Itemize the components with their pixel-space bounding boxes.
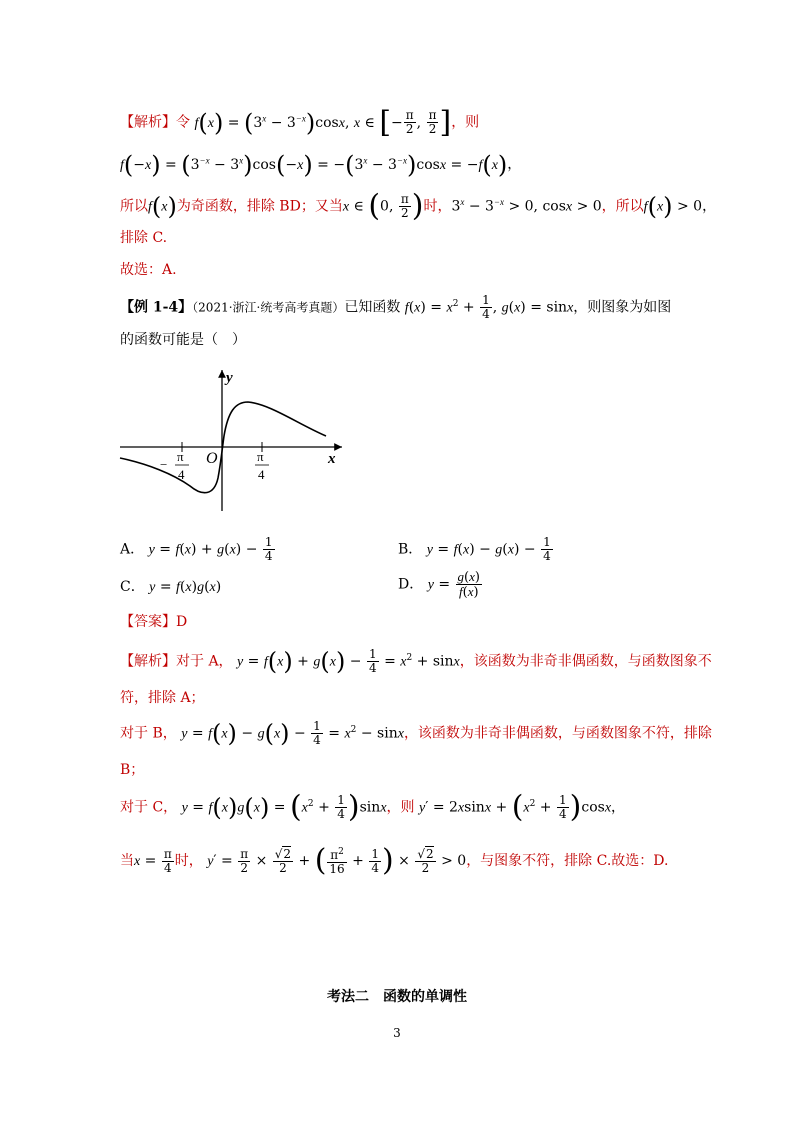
example-label: 【例 1-4】 — [120, 299, 193, 316]
option-a: A． y = f(x) + g(x) − $\frac{1}{4}$ — [120, 535, 273, 563]
math-expr: $f(x) = (3^x - 3^{-x})\cos x$, x ∈ [− $\frac{\pi}{2}$ , $\frac{\pi}{2}$ ] — [194, 104, 452, 140]
solution1-line4: 排除 C. — [120, 230, 168, 246]
section-title: 考法二 函数的单调性 — [327, 989, 467, 1005]
solution2-line-b2: B； — [120, 762, 145, 778]
tick-pos-four: 4 — [258, 467, 265, 482]
example-source: （2021·浙江·统考高考真题） — [192, 300, 345, 315]
x-axis-label: x — [328, 451, 336, 467]
solution1-line1: 【解析】令 $f(x) = (3^x - 3^{-x})\cos x$, x ∈ [− $\frac{\pi}{2}$ , $\frac{\pi}{2}$ ]，则 — [120, 104, 480, 140]
answer-line — [120, 612, 187, 632]
solution2-line-b: 对于 B， y = f(x) − g(x) − $\frac{1}{4}$ = $x^2 - \sin x$，该函数为非奇非偶函数，与函数图象不符，排除 — [120, 719, 712, 748]
solution1-line3: 所以f(x)为奇函数，排除 BD；又当x ∈ (0, $\frac{\pi}{2}$ )时，$3^x - 3^{-x} > 0$, cosx > 0，所以f(x) > 0， — [120, 188, 717, 224]
solution1-line2: $f(-x) = (3^{-x} - 3^x)\cos(-x) = -(3^x - 3^{-x})\cos x = -f(x)$， — [120, 150, 522, 179]
math-expr: $f(-x) = (3^{-x} - 3^x)\cos(-x) = -(3^x - 3^{-x})\cos x = -f(x)$ — [120, 150, 508, 179]
solution2-label: 【解析】 — [120, 653, 176, 670]
tick-neg-four: 4 — [178, 467, 185, 482]
solution2-line-c: 对于 C， $y = f(x)g(x) = (x^2$ + $\frac{1}{4}$ )sinx，则 $y' = 2xsinx + (x^2$ + $\frac{1}{4}$ )cosx， — [120, 789, 626, 825]
option-d: D． y = $\frac{g(x)}{f(x)}$ — [398, 569, 480, 600]
answer-value: D — [176, 614, 188, 630]
tick-pos-pi: π — [257, 449, 264, 464]
solution2-line-d: 当x = $\frac{\pi}{4}$ 时， y′ = $\frac{\pi}{2}$ × $\frac{√2}{2}$ + ( $\frac{\pi^2}{16}$ + $\frac{1}{4}$ ) × $\frac{√2}{2}$ > 0，与图象不符，排除 C.故选：D. — [120, 843, 669, 878]
function-graph — [118, 366, 348, 514]
option-c: C． y = f(x)g(x) — [120, 579, 222, 595]
solution1-conclusion: 故选：A. — [120, 262, 177, 278]
solution2-line-a2: 符，排除 A； — [120, 690, 205, 706]
page-number: 3 — [393, 1026, 401, 1040]
solution2-line-a: 【解析】对于 A， y = f(x) + g(x) − $\frac{1}{4}$ = $x^2 + \sin x$，该函数为非奇非偶函数，与函数图象不 — [120, 647, 712, 676]
option-b: B． y = f(x) − g(x) − $\frac{1}{4}$ — [398, 535, 551, 563]
y-axis-label: y — [226, 370, 233, 386]
tick-neg-pi: π — [177, 449, 184, 464]
origin-label: O — [206, 450, 218, 467]
solution1-label: 【解析】 — [120, 114, 176, 131]
example-line1: 【例 1-4】（2021·浙江·统考高考真题）已知函数 $f(x) = x^2$ + $\frac{1}{4}$ , g(x) = sinx，则图象为如图 — [120, 293, 672, 322]
tick-minus: − — [160, 457, 168, 472]
answer-label: 【答案】 — [120, 614, 176, 630]
example-line2: 的函数可能是（ ） — [120, 332, 246, 348]
